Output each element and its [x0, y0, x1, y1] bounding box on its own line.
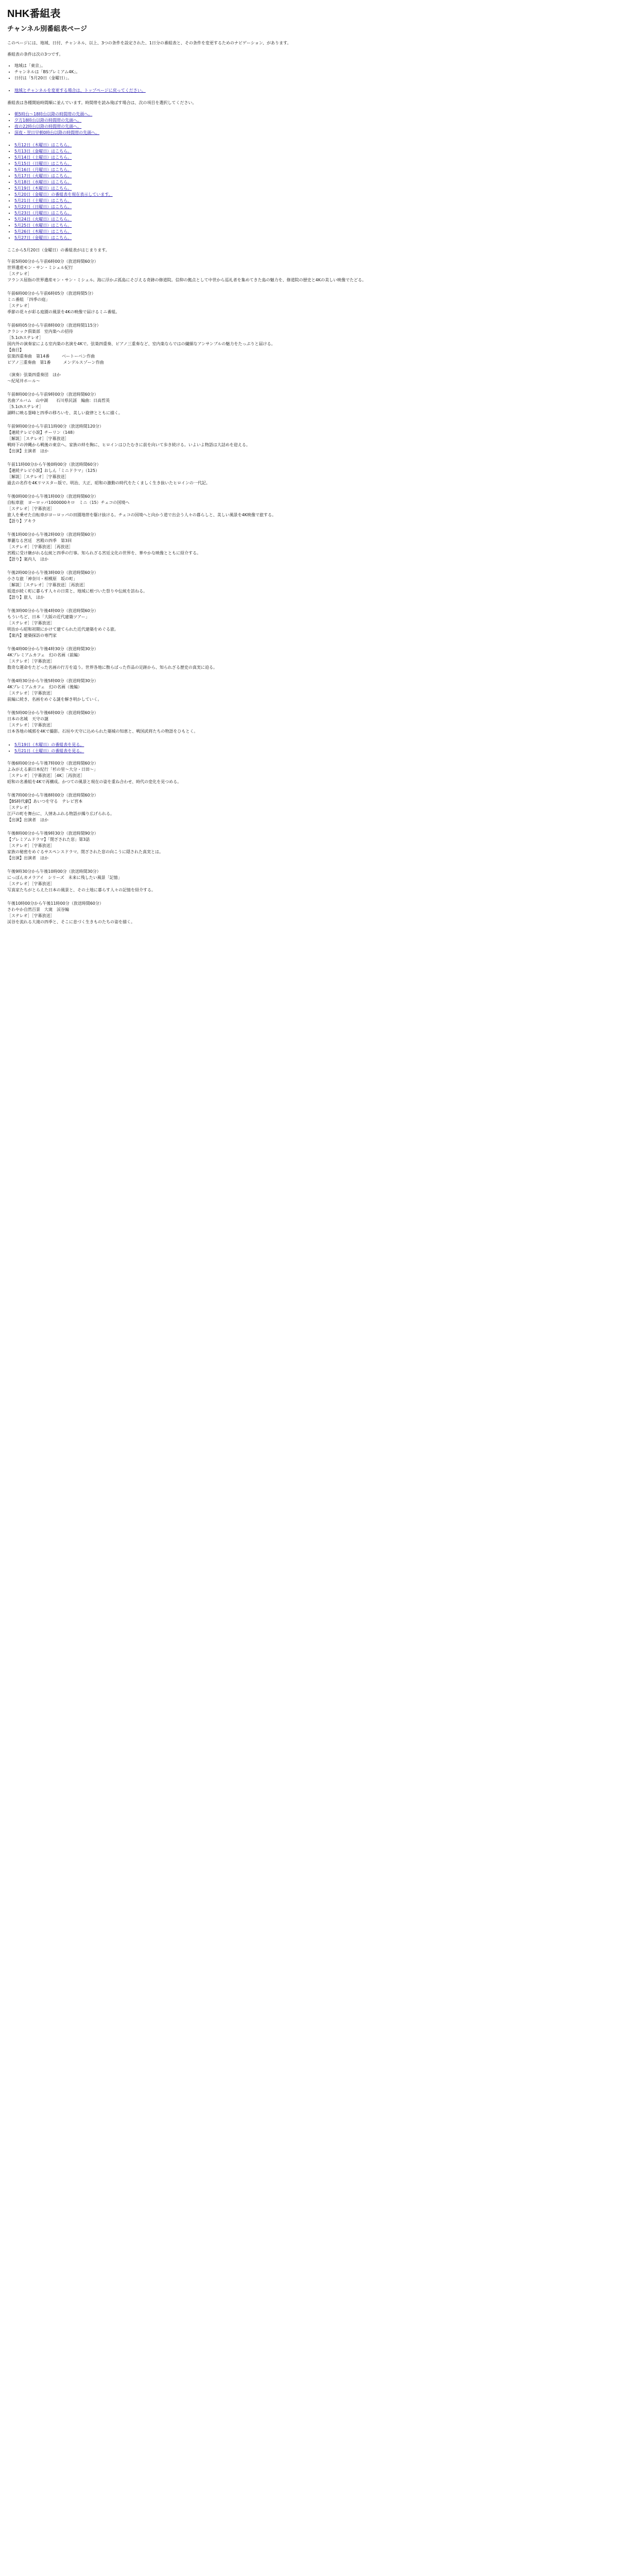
intro-text: このページには、地域、日付、チャンネル、以上、3つの条件を設定された、1日分の番組表と、その条件を変更するためのナビゲーション、があります。: [7, 40, 291, 45]
program-time: 午後6時00分から午後7時00分（放送時間60分）: [7, 760, 98, 766]
page-title: NHK番組表: [7, 8, 61, 20]
date-link-item: [14, 142, 596, 148]
date-link-item: [14, 192, 596, 198]
date-link-item: [14, 155, 596, 161]
program-text: 湖畔に映る霊峰と四季の移ろいを、美しい旋律とともに描く。: [7, 410, 123, 415]
program-text: 過去の名作を4Kリマスター版で。明治、大正、昭和の激動の時代をたくましく生き抜いたヒロインの一代記。: [7, 480, 210, 485]
program-time: 午後5時00分から午後6時00分（放送時間60分）: [7, 710, 98, 715]
date-link[interactable]: 5月25日（水曜日）はこちら。: [14, 223, 72, 228]
program-time: 午後4時00分から午後4時30分（放送時間30分）: [7, 646, 98, 651]
program-text: 4Kプレミアムカフェ 幻の名画（前編）: [7, 652, 82, 657]
date-link-item: [14, 229, 596, 235]
program-text: ［ステレオ］［字幕放送］: [7, 913, 55, 918]
program-time: 午後0時00分から午後1時00分（放送時間60分）: [7, 494, 98, 499]
date-link[interactable]: 5月21日（土曜日）はこちら。: [14, 198, 72, 203]
program-text: 江戸の町を舞台に、人情あふれる物語が繰り広げられる。: [7, 811, 114, 816]
date-link[interactable]: 5月27日（金曜日）はこちら。: [14, 235, 72, 240]
back-to-top-link[interactable]: 地域とチャンネルを変更する場合は、トップページに戻ってください。: [14, 88, 146, 93]
time-jump-link[interactable]: 深夜・翌日早朝0時台以降の時間帯の先頭へ。: [14, 130, 100, 135]
condition-item: • 日付は「5月20日（金曜日）」。: [14, 75, 596, 81]
program-text: ～紀尾井ホール～: [7, 378, 40, 383]
program-entry: [7, 901, 596, 925]
time-jump-list: [7, 111, 596, 136]
program-entry: [7, 462, 596, 486]
program-text: ［ステレオ］［字幕放送］: [7, 658, 55, 664]
date-link[interactable]: 5月19日（木曜日）の番組表を見る。: [14, 742, 84, 747]
program-entry: [7, 392, 596, 416]
date-link-item: [14, 210, 596, 216]
schedule-intro: ここから5月20日（金曜日）の番組表がはじまります。: [7, 247, 110, 252]
program-entry: [7, 259, 596, 283]
program-time: 午前6時00分から午前6時05分（放送時間5分）: [7, 291, 96, 296]
program-entry: [7, 831, 596, 861]
program-text: 【曲目】: [7, 347, 24, 352]
program-time: 午前8時00分から午前9時00分（放送時間60分）: [7, 392, 98, 397]
program-text: 【語り】旅人 ほか: [7, 595, 44, 600]
date-links: [7, 142, 596, 241]
program-time: 午前6時05分から午前8時00分（放送時間115分）: [7, 323, 101, 328]
program-text: ［ステレオ］［字幕放送］: [7, 620, 55, 625]
program-text: [7, 366, 596, 372]
program-time: 午後4時30分から午後5時00分（放送時間30分）: [7, 678, 98, 683]
date-link-item: [14, 235, 596, 241]
program-text: ［ステレオ］［字幕放送］: [7, 722, 55, 727]
date-link[interactable]: 5月18日（水曜日）はこちら。: [14, 179, 72, 184]
program-text: よみがえる新日本紀行「杉の里～大分・日田～」: [7, 767, 98, 772]
date-link-item: [14, 161, 596, 167]
program-entry: [7, 608, 596, 639]
program-text: ミニ番組 「四季の庭」: [7, 297, 50, 302]
date-link[interactable]: 5月22日（日曜日）はこちら。: [14, 204, 72, 209]
date-link-item: [14, 742, 596, 748]
program-text: 【連続テレビ小説】チーリン（148）: [7, 430, 77, 435]
date-link[interactable]: 5月24日（火曜日）はこちら。: [14, 216, 72, 222]
date-link[interactable]: 5月15日（日曜日）はこちら。: [14, 161, 72, 166]
date-link-item: [14, 198, 596, 204]
program-text: もういちど、日本「大阪の近代建築ツアー」: [7, 614, 90, 619]
program-text: ［ステレオ］: [7, 303, 32, 308]
program-text: 【プレミアムドラマ】「閉ざされた窓」第3話: [7, 837, 90, 842]
date-link[interactable]: 5月16日（月曜日）はこちら。: [14, 167, 72, 172]
program-text: 【出演】主演者 ほか: [7, 448, 48, 453]
program-text: 【BS時代劇】あいつを守る テレビ宮本: [7, 799, 83, 804]
program-entry: [7, 291, 596, 315]
condition-item: • 地域は「東京」。: [14, 63, 596, 69]
program-time: 午後1時00分から午後2時00分（放送時間60分）: [7, 532, 98, 537]
program-text: 弦楽四重奏曲 第14番 ベートーベン作曲: [7, 353, 95, 359]
program-time: 午後10時00分から午後11時00分（放送時間60分）: [7, 901, 104, 906]
program-time: 午後9時30分から午後10時00分（放送時間30分）: [7, 869, 101, 874]
program-text: 季節の花々が彩る庭園の風景を4Kの映像で届けるミニ番組。: [7, 309, 120, 314]
date-nav-links: [7, 742, 596, 754]
program-text: ［解説］［ステレオ］［字幕放送］: [7, 474, 69, 479]
program-text: ［ステレオ］［字幕放送］: [7, 881, 55, 886]
program-text: にっぽんカメラアイ シリーズ 未来に残したい風景「記憶」: [7, 875, 122, 880]
program-text: 渓谷を流れる大滝の四季と、そこに息づく生きものたちの姿を描く。: [7, 919, 135, 924]
date-link-item: [14, 216, 596, 223]
program-entry: [7, 532, 596, 563]
program-text: 坂道が続く町に暮らす人々の日常と、地域に根づいた祭りや伝統を訪ねる。: [7, 588, 147, 594]
program-text: 【語り】案内人 ほか: [7, 556, 48, 562]
program-text: ［ステレオ］［字幕放送］: [7, 506, 55, 511]
date-link[interactable]: 5月23日（月曜日）はこちら。: [14, 210, 72, 215]
program-time: 午後7時00分から午後8時00分（放送時間60分）: [7, 792, 98, 798]
program-text: 前編に続き、名画をめぐる謎を解き明かしていく。: [7, 697, 102, 702]
program-text: 【出演】出演者 ほか: [7, 817, 48, 822]
program-text: 宮殿に受け継がれる伝統と四季の行事。知られざる宮廷文化の世界を、華やかな映像とともに紹介する。: [7, 550, 201, 555]
date-link[interactable]: 5月17日（火曜日）はこちら。: [14, 173, 72, 178]
program-text: フランス屈指の世界遺産モン・サン・ミシェル。海に浮かぶ孤島にそびえる奇跡の修道院。信仰の拠点として中世から巡礼者を集めてきた島の魅力を、修道院の歴史と4Kの美しい映像でたどる。: [7, 277, 366, 282]
date-link-item: [14, 173, 596, 179]
program-time: 午前5時00分から午前6時00分（放送時間60分）: [7, 259, 98, 264]
program-entry: [7, 792, 596, 823]
program-time: 午前11時00分から午後0時00分（放送時間60分）: [7, 462, 101, 467]
date-link[interactable]: 5月26日（木曜日）はこちら。: [14, 229, 72, 234]
program-entry: [7, 760, 596, 785]
program-list-evening: [7, 760, 596, 925]
date-link-item: [14, 167, 596, 173]
date-link-item: [14, 223, 596, 229]
program-text: 【出演】出演者 ほか: [7, 855, 48, 860]
time-jump-link[interactable]: 夕方18時台以降の時間帯の先頭へ。: [14, 117, 82, 123]
program-text: ［ステレオ］: [7, 271, 32, 276]
time-jump-link[interactable]: 夜の22時台以降の時間帯の先頭へ。: [14, 124, 82, 129]
program-text: 戦時下の沖縄から戦後の東京へ。家族の絆を胸に、ヒロインはひたむきに前を向いて歩き続ける。いよいよ物語は大詰めを迎える。: [7, 442, 250, 447]
date-link[interactable]: 5月14日（土曜日）はこちら。: [14, 155, 72, 160]
program-entry: [7, 570, 596, 601]
program-text: さわやか自然百景 大滝 渓谷編: [7, 907, 69, 912]
date-link-item: [14, 179, 596, 185]
program-entry: [7, 869, 596, 893]
program-text: 自転車旅 ヨーロッパ1000000キロ ミニ（15）チェコの国境へ: [7, 500, 130, 505]
page-subtitle: チャンネル別番組表ページ: [7, 25, 87, 32]
program-text: 国内外の演奏家による室内楽の名演を4Kで。弦楽四重奏、ピアノ三重奏など、室内楽ならではの繊細なアンサンブルの魅力をたっぷりと届ける。: [7, 341, 276, 346]
program-text: 昭和の名番組を4Kで再構成。かつての風景と現在の姿を重ね合わせ、時代の変化を見つめる。: [7, 779, 182, 784]
program-entry: [7, 710, 596, 735]
program-text: 数奇な運命をたどった名画の行方を追う。世界各地に散らばった作品の足跡から、知られざる歴史の真実に迫る。: [7, 665, 217, 670]
conditions-label: 番組表の条件は次の3つです。: [7, 52, 63, 57]
date-link[interactable]: 5月13日（金曜日）はこちら。: [14, 148, 72, 154]
date-link-item: [14, 185, 596, 192]
program-text: クラシック倶楽部 室内楽への招待: [7, 329, 73, 334]
program-text: 明治から昭和初期にかけて建てられた近代建築をめぐる旅。: [7, 626, 118, 632]
program-text: 4Kプレミアムカフェ 幻の名画（後編）: [7, 684, 82, 689]
condition-item: • チャンネルは「BSプレミアム4K」。: [14, 69, 596, 75]
program-entry: [7, 494, 596, 524]
conditions-list: [7, 63, 596, 81]
date-link[interactable]: 5月19日（木曜日）はこちら。: [14, 185, 72, 191]
program-text: 【連続テレビ小説】おしん「ミニドラマ」（125）: [7, 468, 100, 473]
program-text: ピアノ三重奏曲 第1番 メンデルスゾーン作曲: [7, 360, 104, 365]
program-text: ［解説］［ステレオ］［字幕放送］: [7, 436, 69, 441]
program-entry: [7, 646, 596, 671]
program-text: 世界遺産モン・サン・ミシェル紀行: [7, 265, 73, 270]
program-entry: [7, 423, 596, 454]
date-link[interactable]: 5月20日（金曜日）の番組表を現在表示しています。: [14, 192, 113, 197]
program-text: 華麗なる宮廷 宮殿の四季 第3回: [7, 538, 72, 543]
program-text: ［ステレオ］［字幕放送］［再放送］: [7, 544, 73, 549]
date-link-item: [14, 148, 596, 155]
program-text: 日本各地の城郭を4Kで撮影。石垣や天守に込められた築城の知恵と、戦国武将たちの物語をひもとく。: [7, 728, 198, 734]
program-text: ［ステレオ］: [7, 805, 32, 810]
program-text: 小さな旅「神奈川・相模原 坂の町」: [7, 576, 77, 581]
program-time: 午後8時00分から午後9時30分（放送時間90分）: [7, 831, 98, 836]
program-list: [7, 259, 596, 735]
program-text: ［5.1chステレオ］: [7, 335, 43, 340]
program-text: 【語り】アキラ: [7, 518, 36, 523]
change-link-list: [7, 88, 596, 94]
program-text: 写真家たちがとらえた日本の風景と、その土地に暮らす人々の記憶を紹介する。: [7, 887, 156, 892]
program-text: 旅人を乗せた自転車がヨーロッパの田園地帯を駆け抜ける。チェコの国境へと向かう道で出会う人々の暮らしと、美しい風景を4K映像で旅する。: [7, 512, 276, 517]
program-time: 午後3時00分から午後4時00分（放送時間60分）: [7, 608, 98, 613]
time-jump-text: 番組表は各種開始時間順に並んでいます。時間帯を読み飛ばす場合は、次の項目を選択してください。: [7, 100, 197, 105]
program-time: 午後2時00分から午後3時00分（放送時間60分）: [7, 570, 98, 575]
date-link[interactable]: 5月21日（土曜日）の番組表を見る。: [14, 748, 84, 753]
date-link-item: [14, 204, 596, 210]
program-entry: [7, 323, 596, 384]
program-text: ［ステレオ］［字幕放送］［4K］［再放送］: [7, 773, 85, 778]
program-time: 午前9時00分から午前11時00分（放送時間120分）: [7, 423, 104, 429]
program-text: 【案内】建築探訪の専門家: [7, 633, 57, 638]
page-root: [0, 0, 604, 925]
program-text: ［ステレオ］［字幕放送］: [7, 843, 55, 848]
program-entry: [7, 678, 596, 703]
program-text: 日本の名城 天守の謎: [7, 716, 48, 721]
program-text: ［解説］［ステレオ］［字幕放送］［再放送］: [7, 582, 88, 587]
date-link-item: [14, 748, 596, 754]
program-text: （演奏）弦楽四重奏団 ほか: [7, 372, 61, 377]
program-text: ［5.1chステレオ］: [7, 404, 43, 409]
program-text: 名曲アルバム 山中湖 石川県民謡 編曲：日高哲英: [7, 398, 110, 403]
program-text: 家族の秘密をめぐるサスペンスドラマ。閉ざされた窓の向こうに隠された真実とは。: [7, 849, 163, 854]
program-text: ［ステレオ］［字幕放送］: [7, 690, 55, 696]
time-jump-link[interactable]: 朝5時台～18時台以降の時間帯の先頭へ。: [14, 111, 93, 116]
date-link[interactable]: 5月12日（木曜日）はこちら。: [14, 142, 72, 147]
